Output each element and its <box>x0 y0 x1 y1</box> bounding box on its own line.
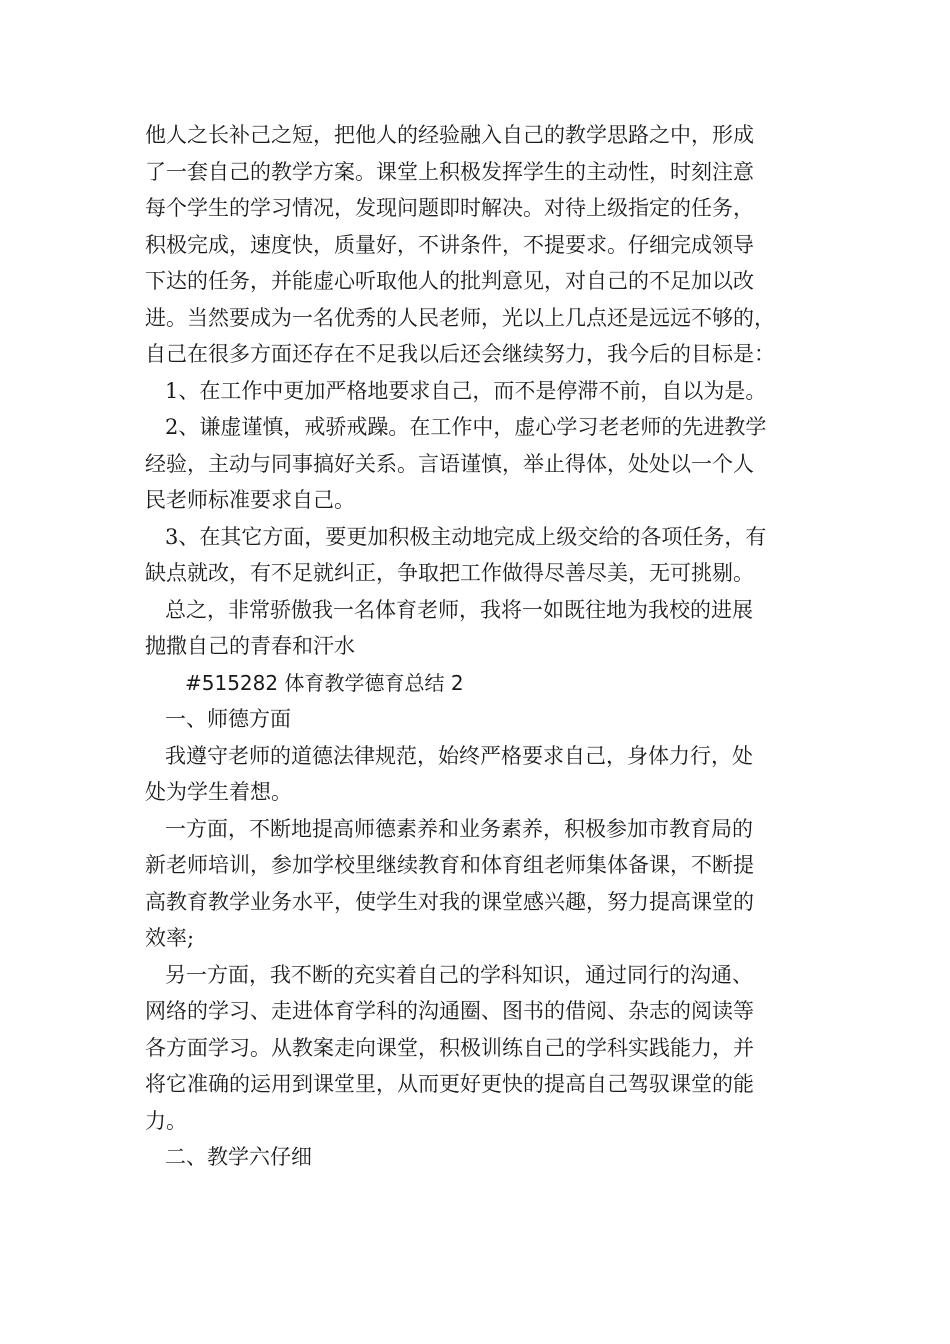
paragraph-start: 一方面，不断地提高师德素养和业务素养，积极参加市教育局的 <box>165 816 753 841</box>
section-heading: 二、教学六仔细 <box>165 1145 312 1169</box>
body-line: 网络的学习、走进体育学科的沟通圈、图书的借阅、杂志的阅读等 <box>145 999 754 1023</box>
body-line: 将它准确的运用到课堂里，从而更好更快的提高自己驾驭课堂的能 <box>145 1072 754 1096</box>
section-heading: 一、师德方面 <box>165 707 291 731</box>
body-line: 力。 <box>145 1108 187 1133</box>
document-body <box>145 117 815 1176</box>
body-line: 缺点就改，有不足就纠正，争取把工作做得尽善尽美，无可挑剔。 <box>145 561 754 585</box>
body-line: 民老师标准要求自己。 <box>145 488 355 512</box>
section-title: #515282 体育教学德育总结 2 <box>185 670 464 695</box>
body-line: 各方面学习。从教案走向课堂，积极训练自己的学科实践能力，并 <box>145 1035 754 1060</box>
body-line: 他人之长补己之短，把他人的经验融入自己的教学思路之中，形成 <box>145 123 754 147</box>
body-line: 了一套自己的教学方案。课堂上积极发挥学生的主动性，时刻注意 <box>145 159 754 184</box>
list-item-1: 1、在工作中更加严格地要求自己，而不是停滞不前，自以为是。 <box>165 378 767 403</box>
body-line: 进。当然要成为一名优秀的人民老师，光以上几点还是远远不够的， <box>145 305 775 330</box>
paragraph-start: 我遵守老师的道德法律规范，始终严格要求自己，身体力行，处 <box>165 743 753 768</box>
body-line: 抛撒自己的青春和汗水 <box>145 634 355 658</box>
body-line: 高教育教学业务水平，使学生对我的课堂感兴趣，努力提高课堂的 <box>145 889 754 914</box>
list-item-3: 3、在其它方面，要更加积极主动地完成上级交给的各项任务，有 <box>165 524 767 549</box>
paragraph-start: 总之，非常骄傲我一名体育老师，我将一如既往地为我校的进展 <box>165 597 753 622</box>
body-line: 每个学生的学习情况，发现问题即时解决。对待上级指定的任务， <box>145 196 754 220</box>
paragraph-start: 另一方面，我不断的充实着自己的学科知识，通过同行的沟通、 <box>165 962 753 987</box>
body-line: 处为学生着想。 <box>145 780 292 804</box>
body-line: 效率; <box>145 926 195 950</box>
body-line: 经验，主动与同事搞好关系。言语谨慎，举止得体，处处以一个人 <box>145 451 754 476</box>
body-line: 积极完成，速度快，质量好，不讲条件，不提要求。仔细完成领导 <box>145 232 754 257</box>
body-line: 自己在很多方面还存在不足我以后还会继续努力，我今后的目标是： <box>145 342 775 366</box>
list-item-2: 2、谦虚谨慎，戒骄戒躁。在工作中，虚心学习老老师的先进教学 <box>165 415 767 439</box>
body-line: 下达的任务，并能虚心听取他人的批判意见，对自己的不足加以改 <box>145 269 754 293</box>
body-line: 新老师培训，参加学校里继续教育和体育组老师集体备课，不断提 <box>145 853 754 877</box>
